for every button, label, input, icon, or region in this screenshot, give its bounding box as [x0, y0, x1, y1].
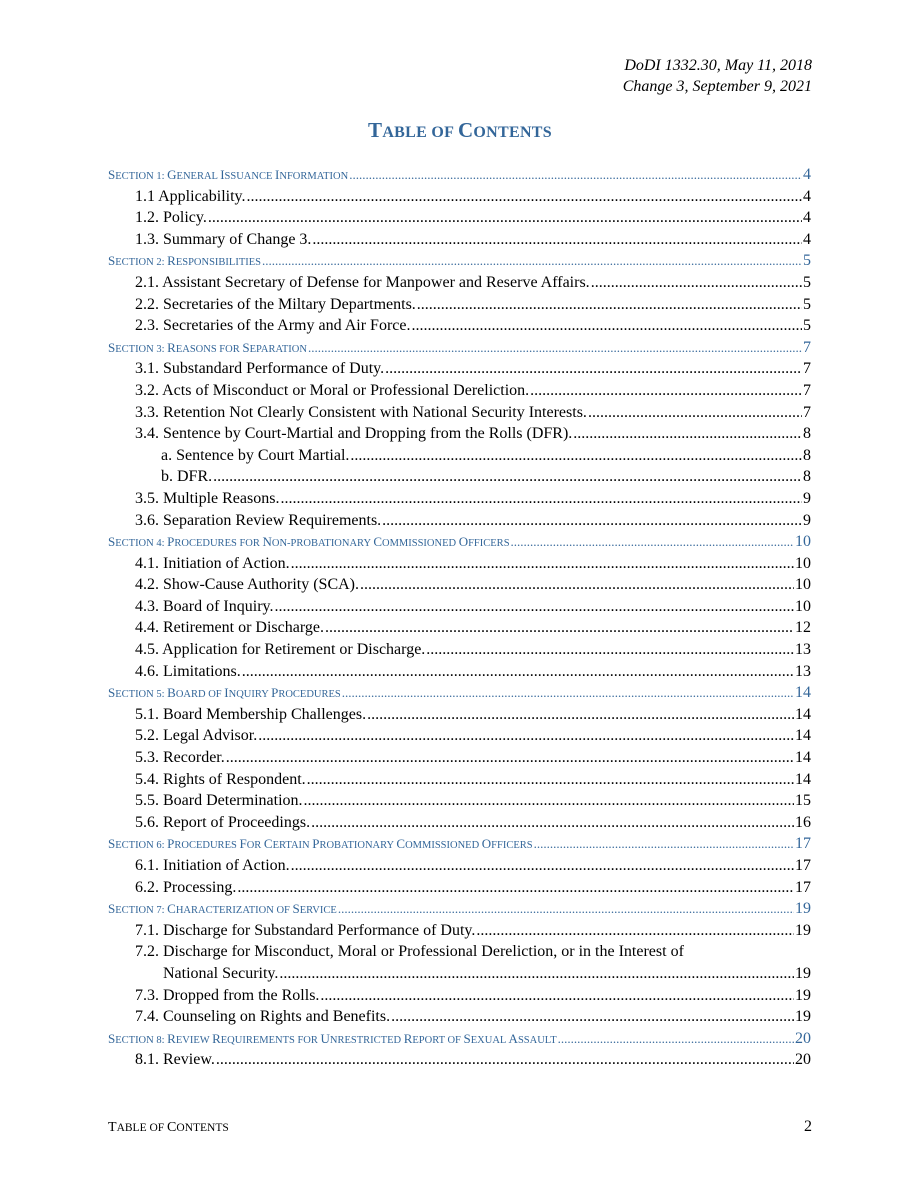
toc-entry-title: 3.4. Sentence by Court-Martial and Dropping from the Rolls (DFR).	[135, 425, 573, 443]
toc-leader-dots	[320, 985, 794, 1007]
page-title: TABLE OF CONTENTS	[368, 118, 552, 142]
toc-leader-dots	[258, 725, 794, 747]
toc-page-number: 8	[803, 425, 811, 443]
toc-entry-title: 5.5. Board Determination.	[135, 792, 303, 810]
toc-entry[interactable]	[108, 747, 811, 769]
toc-leader-dots	[426, 639, 794, 661]
toc-page-number: 19	[795, 921, 811, 939]
toc-entry-title: 2.3. Secretaries of the Army and Air Force.	[135, 317, 411, 335]
toc-entry[interactable]	[108, 229, 811, 251]
toc-entry[interactable]	[108, 186, 811, 208]
toc-leader-dots	[342, 682, 794, 704]
toc-leader-dots	[360, 574, 794, 596]
toc-entry-title: 5.3. Recorder.	[135, 749, 225, 767]
toc-leader-dots	[311, 812, 794, 834]
toc-entry[interactable]	[108, 661, 811, 683]
toc-leader-dots	[308, 337, 802, 359]
toc-page-number: 14	[795, 705, 811, 723]
toc-entry[interactable]	[108, 315, 811, 337]
toc-page-number: 13	[795, 641, 811, 659]
toc-entry-title: 3.2. Acts of Misconduct or Moral or Professional Dereliction.	[135, 381, 530, 399]
toc-entry[interactable]	[108, 466, 811, 488]
toc-entry[interactable]	[108, 617, 811, 639]
toc-section-title: SECTION 6: PROCEDURES FOR CERTAIN PROBATIONARY COMMISSIONED OFFICERS	[108, 836, 533, 852]
toc-page-number: 17	[795, 835, 811, 853]
toc-page-number: 14	[795, 749, 811, 767]
toc-entry-title: 6.2. Processing.	[135, 878, 237, 896]
toc-page-number: 5	[803, 317, 811, 335]
toc-entry[interactable]	[108, 294, 811, 316]
toc-leader-dots	[262, 250, 802, 272]
toc-entry-title: 2.1. Assistant Secretary of Defense for Manpower and Reserve Affairs.	[135, 273, 590, 291]
toc-entry-title: 1.2. Policy.	[135, 209, 207, 227]
toc-page-number: 12	[795, 619, 811, 637]
toc-leader-dots	[242, 661, 794, 683]
toc-entry[interactable]	[108, 790, 811, 812]
toc-leader-dots	[530, 380, 802, 402]
toc-entry[interactable]	[108, 272, 811, 294]
toc-leader-dots	[338, 898, 794, 920]
toc-section-entry[interactable]	[108, 898, 811, 920]
toc-page-number: 13	[795, 662, 811, 680]
toc-section-title: SECTION 4: PROCEDURES FOR NON-PROBATIONARY COMMISSIONED OFFICERS	[108, 534, 510, 550]
toc-leader-dots	[216, 1049, 794, 1071]
toc-leader-dots	[417, 294, 802, 316]
toc-page-number: 19	[795, 1008, 811, 1026]
toc-entry-title: a. Sentence by Court Martial.	[161, 446, 350, 464]
toc-page-number: 9	[803, 489, 811, 507]
toc-entry-title: 6.1. Initiation of Action.	[135, 857, 290, 874]
header-change-date: Change 3, September 9, 2021	[622, 78, 812, 95]
toc-section-entry[interactable]	[108, 164, 811, 186]
toc-page-number: 4	[803, 166, 811, 183]
toc-page-number: 17	[795, 878, 811, 896]
toc-page-number: 4	[803, 230, 811, 248]
toc-leader-dots	[511, 531, 794, 553]
toc-entry[interactable]	[108, 704, 811, 726]
toc-page-number: 15	[795, 792, 811, 810]
toc-page-number: 20	[795, 1029, 811, 1047]
toc-entry[interactable]	[108, 553, 811, 575]
table-of-contents	[108, 164, 811, 1071]
toc-leader-dots	[350, 445, 802, 467]
toc-page-number: 19	[795, 964, 811, 982]
toc-leader-dots	[476, 920, 794, 942]
toc-entry[interactable]	[108, 207, 811, 229]
toc-leader-dots	[588, 402, 802, 424]
toc-leader-dots	[367, 704, 794, 726]
toc-entry-title: 5.2. Legal Advisor.	[135, 727, 258, 745]
toc-section-title: SECTION 7: CHARACTERIZATION OF SERVICE	[108, 901, 337, 917]
toc-leader-dots	[411, 315, 802, 337]
toc-entry-title: 5.6. Report of Proceedings.	[135, 813, 311, 831]
toc-entry[interactable]	[108, 574, 811, 596]
toc-page-number: 10	[795, 576, 811, 594]
toc-entry[interactable]	[108, 1006, 811, 1028]
toc-entry-title: 3.1. Substandard Performance of Duty.	[135, 360, 385, 378]
toc-leader-dots	[382, 510, 802, 532]
toc-entry-title: 2.2. Secretaries of the Miltary Departments.	[135, 295, 416, 313]
toc-entry[interactable]	[108, 920, 811, 942]
toc-leader-dots	[247, 186, 802, 208]
toc-entry[interactable]	[108, 596, 811, 618]
toc-page-number: 19	[795, 900, 811, 918]
toc-page-number: 4	[803, 209, 811, 227]
toc-leader-dots	[534, 833, 794, 855]
toc-entry[interactable]	[108, 812, 811, 834]
toc-entry-title: 1.1 Applicability.	[135, 187, 246, 205]
toc-leader-dots	[573, 423, 802, 445]
footer-title: TABLE OF CONTENTS	[108, 1120, 229, 1135]
toc-page-number: 4	[803, 187, 811, 205]
toc-entry-title: 3.6. Separation Review Requirements.	[135, 511, 382, 529]
toc-entry[interactable]	[108, 358, 811, 380]
toc-page-number: 5	[803, 252, 811, 270]
toc-entry[interactable]	[108, 877, 811, 899]
toc-section-title: SECTION 2: RESPONSIBILITIES	[108, 253, 261, 269]
toc-page-number: 14	[795, 684, 811, 702]
toc-page-number: 5	[803, 295, 811, 313]
toc-entry[interactable]	[108, 1049, 811, 1071]
toc-page-number: 7	[803, 338, 811, 356]
toc-page-number: 10	[795, 554, 811, 572]
toc-page-number: 14	[795, 770, 811, 788]
toc-leader-dots	[349, 164, 802, 186]
toc-entry[interactable]	[108, 985, 811, 1007]
toc-leader-dots	[279, 963, 794, 985]
toc-entry[interactable]	[108, 769, 811, 791]
toc-entry-title: 4.3. Board of Inquiry.	[135, 597, 274, 615]
toc-entry[interactable]	[108, 380, 811, 402]
footer-page-number: 2	[804, 1118, 812, 1135]
toc-entry-title: 5.4. Rights of Respondent.	[135, 770, 306, 788]
toc-entry[interactable]	[108, 725, 811, 747]
toc-leader-dots	[325, 617, 794, 639]
toc-page-number: 7	[803, 381, 811, 399]
toc-entry-title: 3.5. Multiple Reasons.	[135, 489, 280, 507]
toc-section-entry[interactable]	[108, 337, 811, 359]
toc-section-entry[interactable]	[108, 682, 811, 704]
toc-section-entry[interactable]	[108, 1028, 811, 1050]
toc-leader-dots	[391, 1006, 794, 1028]
toc-leader-dots	[213, 466, 802, 488]
toc-entry[interactable]	[108, 445, 811, 467]
toc-page-number: 5	[803, 273, 811, 291]
toc-page-number: 14	[795, 727, 811, 745]
toc-leader-dots	[385, 358, 802, 380]
toc-leader-dots	[312, 229, 802, 251]
toc-entry-title: 4.2. Show-Cause Authority (SCA).	[135, 576, 359, 594]
toc-page-number: 16	[795, 813, 811, 831]
toc-entry-title: 4.1. Initiation of Action.	[135, 554, 290, 572]
toc-leader-dots	[226, 747, 794, 769]
header-issuance-date: DoDI 1332.30, May 11, 2018	[624, 57, 812, 74]
toc-entry-title: 7.3. Dropped from the Rolls.	[135, 986, 320, 1004]
toc-leader-dots	[275, 596, 795, 618]
toc-leader-dots	[591, 272, 802, 294]
toc-leader-dots	[304, 790, 794, 812]
toc-entry-title: 8.1. Review.	[135, 1051, 215, 1069]
toc-section-title: SECTION 3: REASONS FOR SEPARATION	[108, 339, 307, 355]
toc-entry[interactable]	[108, 488, 811, 510]
toc-entry[interactable]	[108, 639, 811, 661]
toc-entry-title: 7.1. Discharge for Substandard Performance of Duty.	[135, 921, 476, 939]
toc-entry-title: 7.4. Counseling on Rights and Benefits.	[135, 1008, 391, 1026]
toc-leader-dots	[280, 488, 802, 510]
toc-section-title: SECTION 8: REVIEW REQUIREMENTS FOR UNRESTRICTED REPORT OF SEXUAL ASSAULT	[108, 1030, 557, 1046]
toc-leader-dots	[558, 1028, 794, 1050]
toc-entry-title: 1.3. Summary of Change 3.	[135, 230, 312, 248]
toc-page-number: 20	[795, 1051, 811, 1069]
toc-section-title: SECTION 1: GENERAL ISSUANCE INFORMATION	[108, 167, 349, 182]
toc-leader-dots	[291, 855, 794, 877]
toc-entry[interactable]	[108, 423, 811, 445]
toc-page-number: 10	[795, 597, 811, 615]
document-header	[623, 55, 812, 97]
toc-page-number: 7	[803, 403, 811, 421]
toc-entry-title: b. DFR.	[161, 468, 213, 486]
toc-leader-dots	[307, 769, 794, 791]
toc-entry-title: 5.1. Board Membership Challenges.	[135, 705, 367, 723]
toc-page-number: 10	[795, 533, 811, 551]
toc-entry[interactable]	[108, 941, 811, 963]
toc-section-entry[interactable]	[108, 531, 811, 553]
toc-entry[interactable]	[108, 402, 811, 424]
toc-leader-dots	[291, 553, 794, 575]
toc-entry-title: 3.3. Retention Not Clearly Consistent with National Security Interests.	[135, 403, 587, 421]
toc-page-number: 9	[803, 511, 811, 529]
toc-entry[interactable]	[108, 855, 811, 877]
toc-leader-dots	[208, 207, 802, 229]
toc-section-title: SECTION 5: BOARD OF INQUIRY PROCEDURES	[108, 685, 341, 701]
toc-entry-title: 7.2. Discharge for Misconduct, Moral or Professional Dereliction, or in the Interest of	[135, 943, 684, 961]
page-footer	[108, 1118, 812, 1136]
toc-entry[interactable]	[108, 510, 811, 532]
toc-entry-title: 4.4. Retirement or Discharge.	[135, 619, 324, 637]
toc-section-entry[interactable]	[108, 250, 811, 272]
toc-entry[interactable]	[108, 963, 811, 985]
toc-entry-title: 4.5. Application for Retirement or Discharge.	[135, 641, 426, 659]
toc-section-entry[interactable]	[108, 833, 811, 855]
toc-page-number: 8	[803, 468, 811, 486]
toc-page-number: 19	[795, 986, 811, 1004]
toc-entry-title: 4.6. Limitations.	[135, 662, 241, 680]
toc-page-number: 8	[803, 446, 811, 464]
toc-page-number: 17	[795, 857, 811, 874]
toc-leader-dots	[237, 877, 794, 899]
toc-entry-title: National Security.	[163, 964, 279, 982]
toc-page-number: 7	[803, 360, 811, 378]
